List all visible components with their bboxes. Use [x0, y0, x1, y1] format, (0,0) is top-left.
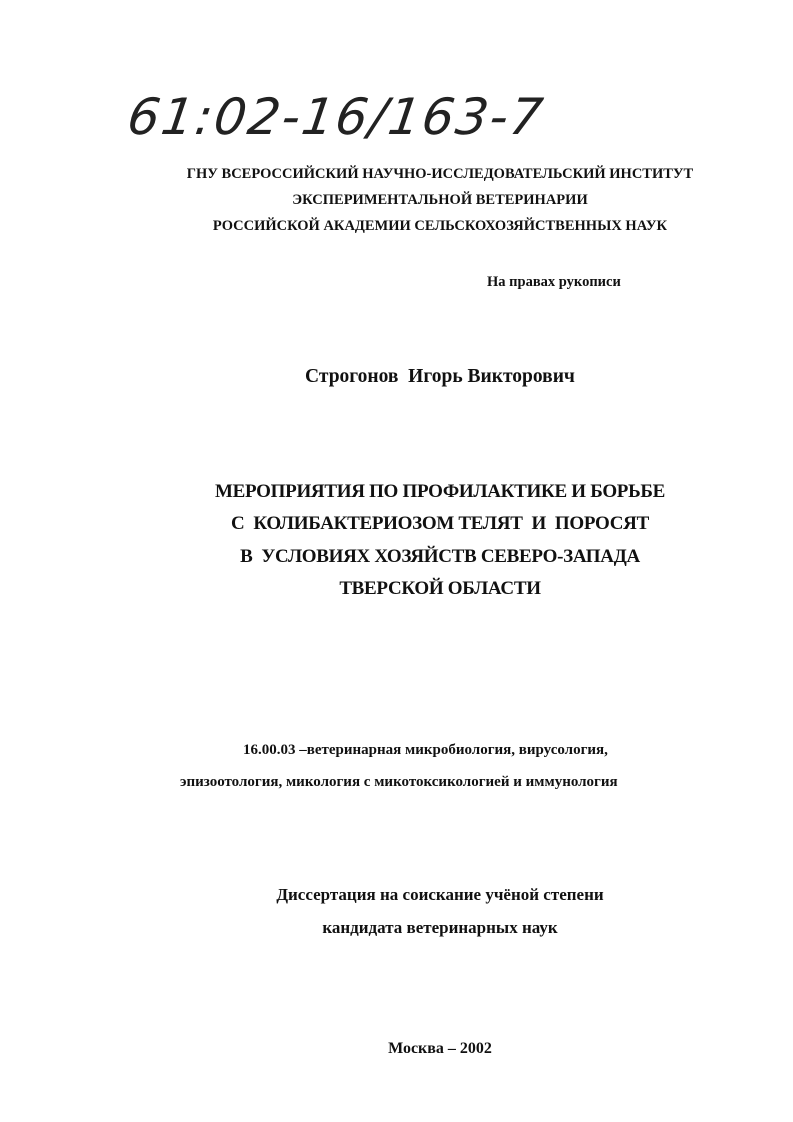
title-line-2: С КОЛИБАКТЕРИОЗОМ ТЕЛЯТ И ПОРОСЯТ	[231, 513, 649, 534]
title-line-3: В УСЛОВИЯХ ХОЗЯЙСТВ СЕВЕРО-ЗАПАДА	[240, 546, 640, 567]
institution-line-3: РОССИЙСКОЙ АКАДЕМИИ СЕЛЬСКОХОЗЯЙСТВЕННЫХ НАУК	[212, 218, 668, 234]
degree-line-2: кандидата ветеринарных наук	[322, 918, 558, 937]
institution-line-2: ЭКСПЕРИМЕНТАЛЬНОЙ ВЕТЕРИНАРИИ	[292, 192, 588, 208]
specialty-line-2: эпизоотология, микология с микотоксикологией и иммунология	[180, 774, 618, 790]
institution-line-1: ГНУ ВСЕРОССИЙСКИЙ НАУЧНО-ИССЛЕДОВАТЕЛЬСКИЙ ИНСТИТУТ	[186, 166, 694, 182]
author-name: Строгонов Игорь Викторович	[305, 366, 575, 387]
degree-line-1: Диссертация на соискание учёной степени	[276, 885, 604, 904]
place-year: Москва – 2002	[388, 1040, 492, 1057]
title-line-4: ТВЕРСКОЙ ОБЛАСТИ	[339, 578, 541, 599]
specialty-line-1: 16.00.03 –ветеринарная микробиология, вирусология,	[243, 742, 608, 758]
title-line-1: МЕРОПРИЯТИЯ ПО ПРОФИЛАКТИКЕ И БОРЬБЕ	[214, 481, 666, 502]
manuscript-note: На правах рукописи	[487, 274, 621, 290]
handwritten-archive-number: 61:02-16/163-7	[123, 88, 548, 146]
